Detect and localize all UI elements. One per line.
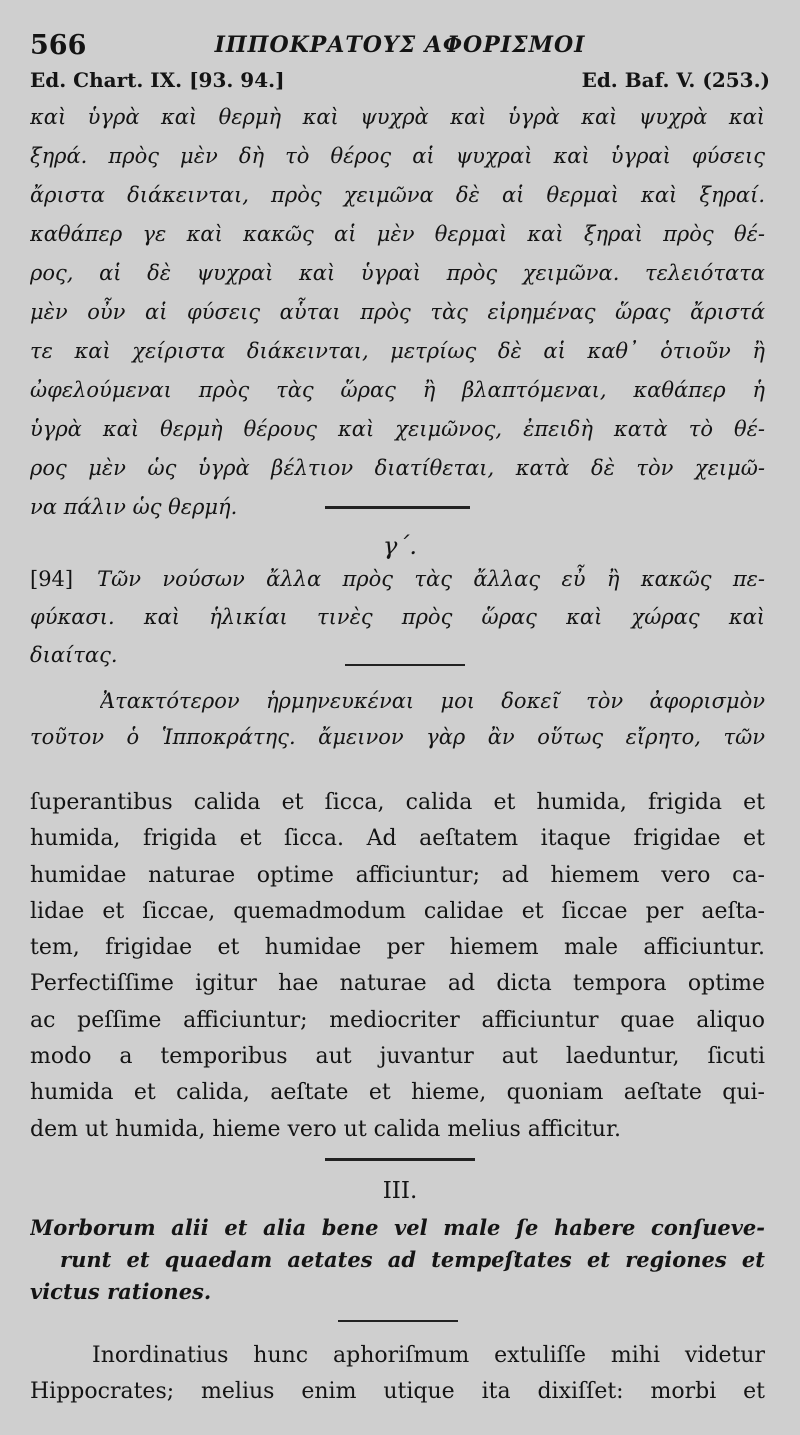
- section-divider: [325, 506, 470, 509]
- edition-reference-left: Ed. Chart. IX. [93. 94.]: [30, 68, 285, 92]
- running-header: [30, 30, 770, 64]
- text-line: Inordinatius hunc aphoriſmum extuliſſe mihi videtur: [92, 1343, 765, 1368]
- text-line: να πάλιν ὡς θερμή.: [30, 495, 238, 519]
- text-line: ρος μὲν ὡς ὑγρὰ βέλτιον διατίθεται, κατὰ δὲ τὸν χειμῶ-: [30, 456, 765, 480]
- greek-commentary: [30, 98, 765, 527]
- aphorism-text: Τῶν νούσων ἄλλα πρὸς τὰς ἄλλας εὖ ἢ κακῶς πε-: [97, 567, 765, 591]
- text-line: ſuperantibus calida et ſicca, calida et humida, frigida et: [30, 790, 765, 815]
- text-line: Perfectiſſime igitur hae naturae ad dicta tempora optime: [30, 971, 765, 997]
- text-line: φύκασι. καὶ ἡλικίαι τινὲς πρὸς ὥρας καὶ χώρας καὶ: [30, 605, 765, 629]
- text-line: modo a temporibus aut juvantur aut laeduntur, ſicuti: [30, 1044, 765, 1070]
- text-line: tem, frigidae et humidae per hiemem male afficiuntur.: [30, 935, 765, 961]
- text-line: runt et quaedam aetates ad tempeſtates et regiones et: [60, 1247, 765, 1272]
- text-line: καὶ ὑγρὰ καὶ θερμὴ καὶ ψυχρὰ καὶ ὑγρὰ καὶ ψυχρὰ καὶ: [30, 105, 765, 129]
- section-divider: [345, 664, 465, 666]
- text-line: ρος, αἱ δὲ ψυχραὶ καὶ ὑγραὶ πρὸς χειμῶνα. τελειότατα: [30, 261, 765, 285]
- text-line: μὲν οὖν αἱ φύσεις αὗται πρὸς τὰς εἰρημένας ὥρας ἄριστά: [30, 300, 765, 324]
- text-line: humida, frigida et ſicca. Ad aeſtatem itaque frigidae et: [30, 826, 765, 852]
- text-line: ξηρά. πρὸς μὲν δὴ τὸ θέρος αἱ ψυχραὶ καὶ ὑγραὶ φύσεις: [30, 144, 765, 168]
- greek-aphorism: [30, 560, 765, 674]
- text-line: Ἀτακτότερον ἡρμηνευκέναι μοι δοκεῖ τὸν ἀφορισμὸν: [100, 689, 765, 713]
- section-divider: [325, 1158, 475, 1161]
- text-line: lidae et ſiccae, quemadmodum calidae et ſiccae per aeſta-: [30, 898, 765, 924]
- text-line: διαίτας.: [30, 643, 118, 667]
- section-divider: [338, 1320, 458, 1322]
- latin-commentary-2-cont: [30, 1374, 765, 1410]
- greek-section-number: γ΄.: [383, 532, 417, 560]
- running-title: ΙΠΠΟΚΡΑΤΟΥΣ ΑΦΟΡΙΣΜΟΙ: [214, 32, 586, 58]
- text-line: [30, 560, 765, 598]
- text-line: καθάπερ γε καὶ κακῶς αἱ μὲν θερμαὶ καὶ ξηραὶ πρὸς θέ-: [30, 222, 765, 246]
- latin-commentary-2: [92, 1338, 765, 1374]
- latin-section-number: III.: [382, 1178, 418, 1204]
- latin-commentary: [30, 785, 765, 1148]
- text-line: victus rationes.: [30, 1279, 212, 1304]
- text-line: dem ut humida, hieme vero ut calida melius afficitur.: [30, 1116, 622, 1142]
- greek-commentary-2-cont: [30, 719, 765, 755]
- text-line: humidae naturae optime afficiuntur; ad hiemem vero ca-: [30, 862, 765, 888]
- aphorism-number: [94]: [30, 567, 74, 591]
- text-line: ac peſſime afficiuntur; mediocriter afficiuntur quae aliquo: [30, 1007, 765, 1033]
- edition-reference-right: Ed. Baf. V. (253.): [581, 68, 770, 92]
- text-line: ἄριστα διάκεινται, πρὸς χειμῶνα δὲ αἱ θερμαὶ καὶ ξηραί.: [30, 183, 765, 207]
- text-line: τοῦτον ὁ Ἱπποκράτης. ἄμεινον γὰρ ἂν οὕτως εἴρητο, τῶν: [30, 725, 765, 749]
- latin-aphorism: [30, 1212, 765, 1308]
- text-line: Morborum alii et alia bene vel male ſe habere conſueve-: [30, 1215, 765, 1240]
- text-line: ὑγρὰ καὶ θερμὴ θέρους καὶ χειμῶνος, ἐπειδὴ κατὰ τὸ θέ-: [30, 417, 765, 441]
- text-line: ὠφελούμεναι πρὸς τὰς ὥρας ἢ βλαπτόμεναι, καθάπερ ἡ: [30, 378, 765, 402]
- text-line: humida et calida, aeſtate et hieme, quoniam aeſtate qui-: [30, 1080, 765, 1106]
- text-line: Hippocrates; melius enim utique ita dixiſſet: morbi et: [30, 1379, 765, 1404]
- text-line: τε καὶ χείριστα διάκεινται, μετρίως δὲ αἱ καθ᾽ ὁτιοῦν ἢ: [30, 339, 765, 363]
- greek-commentary-2: [100, 683, 765, 719]
- page-number: 566: [30, 30, 87, 61]
